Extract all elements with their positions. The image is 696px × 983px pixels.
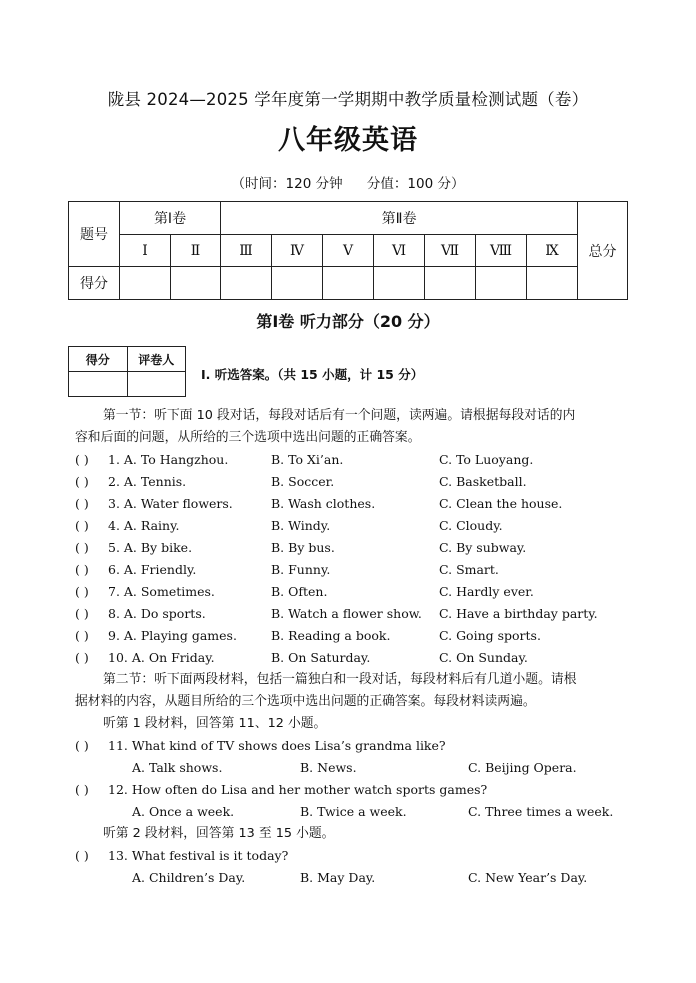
answer-blank[interactable]: ( ) <box>75 474 89 489</box>
question-row <box>75 779 635 801</box>
time-label: （时间：120 分钟 <box>231 176 343 192</box>
option-a: 9. A. Playing games. <box>108 628 237 643</box>
option-c: C. Clean the house. <box>439 496 563 511</box>
answer-blank[interactable]: ( ) <box>75 496 89 511</box>
option-c: C. New Year’s Day. <box>468 870 588 885</box>
section-heading: I. 听选答案。（共 15 小题，计 15 分） <box>201 367 424 382</box>
option-a: 7. A. Sometimes. <box>108 584 215 599</box>
numeral-cell: Ⅲ <box>221 235 272 267</box>
option-a: 10. A. On Friday. <box>108 650 215 665</box>
option-c: C. Cloudy. <box>439 518 503 533</box>
total-header: 总分 <box>578 202 628 300</box>
row-label-questions: 题号 <box>69 202 120 267</box>
option-c: C. To Luoyang. <box>439 452 534 467</box>
option-b: B. Funny. <box>271 562 331 577</box>
volume1-header: 第Ⅰ卷 <box>120 202 221 235</box>
question-stem: 13. What festival is it today? <box>108 848 289 863</box>
question-row <box>75 537 635 559</box>
answer-blank[interactable]: ( ) <box>75 738 89 753</box>
row-label-score: 得分 <box>69 267 120 300</box>
option-b: B. Watch a flower show. <box>271 606 422 621</box>
option-c: C. On Sunday. <box>439 650 528 665</box>
numeral-cell: Ⅴ <box>323 235 374 267</box>
option-a: 8. A. Do sports. <box>108 606 206 621</box>
score-entry-cell[interactable] <box>272 267 323 300</box>
option-b: B. Windy. <box>271 518 331 533</box>
question-row <box>75 449 635 471</box>
question-row <box>75 625 635 647</box>
question-row <box>75 515 635 537</box>
answer-blank[interactable]: ( ) <box>75 584 89 599</box>
section2-instructions <box>75 669 625 713</box>
option-b: B. News. <box>300 760 357 775</box>
instruction-line: 容和后面的问题，从所给的三个选项中选出问题的正确答案。 <box>75 430 421 445</box>
option-c: C. Going sports. <box>439 628 541 643</box>
grader-reviewer-cell[interactable] <box>127 372 186 397</box>
score-entry-cell[interactable] <box>221 267 272 300</box>
score-entry-cell[interactable] <box>323 267 374 300</box>
question-row <box>75 735 635 757</box>
numeral-cell: Ⅶ <box>425 235 476 267</box>
question-row <box>75 493 635 515</box>
numeral-cell: Ⅱ <box>171 235 221 267</box>
option-c: C. Three times a week. <box>468 804 614 819</box>
question-row <box>75 559 635 581</box>
option-b: B. Wash clothes. <box>271 496 376 511</box>
option-a: 2. A. Tennis. <box>108 474 187 489</box>
instruction-line: 第二节：听下面两段材料，包括一篇独白和一段对话，每段材料后有几道小题。请根 <box>103 672 577 687</box>
question-row <box>75 647 635 669</box>
instruction-line: 据材料的内容，从题目所给的三个选项中选出问题的正确答案。每段材料读两遍。 <box>75 694 536 709</box>
option-c: C. Hardly ever. <box>439 584 534 599</box>
exam-meta <box>0 172 696 192</box>
option-c: C. Beijing Opera. <box>468 760 577 775</box>
score-entry-cell[interactable] <box>425 267 476 300</box>
option-a: 3. A. Water flowers. <box>108 496 233 511</box>
score-table <box>68 201 628 300</box>
option-a: 4. A. Rainy. <box>108 518 180 533</box>
option-a: A. Children’s Day. <box>132 870 246 885</box>
option-b: B. By bus. <box>271 540 335 555</box>
volume2-header: 第Ⅱ卷 <box>221 202 578 235</box>
grader-score-label: 得分 <box>69 347 128 372</box>
option-a: 6. A. Friendly. <box>108 562 197 577</box>
option-a: 5. A. By bike. <box>108 540 193 555</box>
question-row <box>75 845 635 867</box>
grader-box <box>68 346 186 397</box>
answer-blank[interactable]: ( ) <box>75 848 89 863</box>
exam-title: 陇县 2024—2025 学年度第一学期期中教学质量检测试题（卷） <box>107 90 589 109</box>
answer-blank[interactable]: ( ) <box>75 782 89 797</box>
question-stem: 12. How often do Lisa and her mother watch sports games? <box>108 782 488 797</box>
answer-blank[interactable]: ( ) <box>75 606 89 621</box>
options-row <box>75 757 635 779</box>
question-row <box>75 471 635 493</box>
score-entry-cell[interactable] <box>120 267 171 300</box>
answer-blank[interactable]: ( ) <box>75 562 89 577</box>
grader-reviewer-label: 评卷人 <box>127 347 186 372</box>
question-row <box>75 603 635 625</box>
option-a: 1. A. To Hangzhou. <box>108 452 229 467</box>
numeral-cell: Ⅵ <box>374 235 425 267</box>
exam-subject: 八年级英语 <box>278 125 418 156</box>
option-b: B. To Xi’an. <box>271 452 344 467</box>
option-c: C. Smart. <box>439 562 499 577</box>
options-row <box>75 801 635 823</box>
option-a: A. Once a week. <box>132 804 235 819</box>
numeral-cell: Ⅰ <box>120 235 171 267</box>
option-b: B. Reading a book. <box>271 628 391 643</box>
score-entry-cell[interactable] <box>476 267 527 300</box>
options-row <box>75 867 635 889</box>
option-c: C. By subway. <box>439 540 527 555</box>
option-b: B. On Saturday. <box>271 650 371 665</box>
grader-score-cell[interactable] <box>69 372 128 397</box>
option-b: B. Twice a week. <box>300 804 407 819</box>
option-a: A. Talk shows. <box>132 760 223 775</box>
instruction-line: 第一节：听下面 10 段对话，每段对话后有一个问题，读两遍。请根据每段对话的内 <box>103 408 576 423</box>
answer-blank[interactable]: ( ) <box>75 628 89 643</box>
option-c: C. Basketball. <box>439 474 527 489</box>
answer-blank[interactable]: ( ) <box>75 650 89 665</box>
part1-title: 第Ⅰ卷 听力部分（20 分） <box>256 312 440 331</box>
numeral-cell: Ⅳ <box>272 235 323 267</box>
material2-instruction: 听第 2 段材料，回答第 13 至 15 小题。 <box>103 826 335 841</box>
score-label: 分值：100 分） <box>366 176 465 192</box>
option-b: B. May Day. <box>300 870 376 885</box>
option-b: B. Often. <box>271 584 328 599</box>
answer-blank[interactable]: ( ) <box>75 540 89 555</box>
option-c: C. Have a birthday party. <box>439 606 598 621</box>
section1-instructions <box>75 405 625 449</box>
score-entry-cell[interactable] <box>171 267 221 300</box>
numeral-cell: Ⅸ <box>527 235 578 267</box>
answer-blank[interactable]: ( ) <box>75 452 89 467</box>
material1-instruction: 听第 1 段材料，回答第 11、12 小题。 <box>103 716 327 731</box>
answer-blank[interactable]: ( ) <box>75 518 89 533</box>
question-stem: 11. What kind of TV shows does Lisa’s grandma like? <box>108 738 446 753</box>
option-b: B. Soccer. <box>271 474 335 489</box>
question-row <box>75 581 635 603</box>
score-entry-cell[interactable] <box>374 267 425 300</box>
score-entry-cell[interactable] <box>527 267 578 300</box>
numeral-cell: Ⅷ <box>476 235 527 267</box>
